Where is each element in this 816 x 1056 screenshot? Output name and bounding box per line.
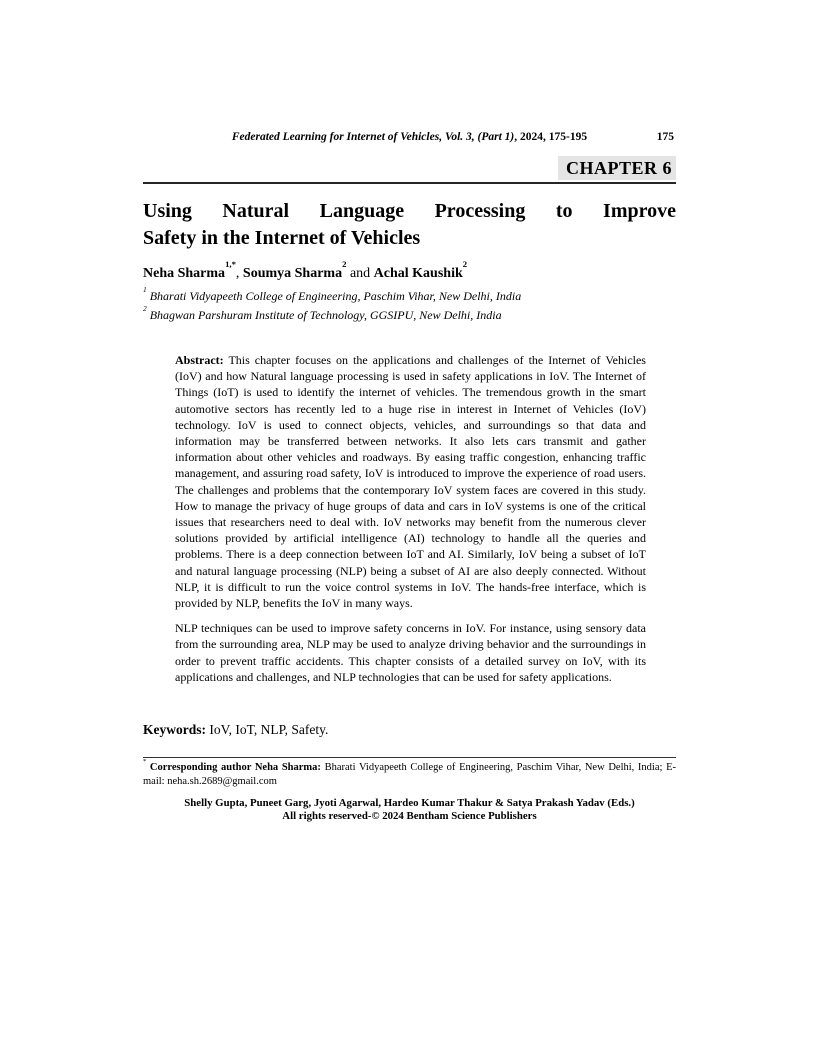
- keywords-line: [143, 721, 676, 738]
- affiliation-1-text: Bharati Vidyapeeth College of Engineering, Paschim Vihar, New Delhi, India: [149, 289, 522, 303]
- authors-line: [143, 259, 676, 283]
- abstract-label: Abstract:: [175, 353, 224, 367]
- corresponding-author-footnote: [143, 758, 676, 789]
- page-number: 175: [656, 131, 674, 143]
- affiliation-1: [143, 284, 676, 304]
- chapter-title: [143, 198, 676, 252]
- author-3: [373, 259, 468, 281]
- rights-line: All rights reserved-© 2024 Bentham Science Publishers: [282, 810, 537, 823]
- footnote-text: Bharati Vidyapeeth College of Engineering, Paschim Vihar, New Delhi, India; E-mail: neha.sh.2689@gmail.com: [143, 762, 676, 787]
- abstract-paragraph-2: [175, 620, 646, 685]
- footnote-bold-text: Corresponding author Neha Sharma:: [149, 762, 321, 774]
- affiliation-2-marker: 2: [143, 303, 147, 313]
- keywords-label: Keywords:: [143, 722, 206, 738]
- running-header-volume-info: , 2024, 175-195: [514, 131, 588, 143]
- author-1-name: Neha Sharma: [143, 266, 226, 281]
- editors-line: Shelly Gupta, Puneet Garg, Jyoti Agarwal, Hardeo Kumar Thakur & Satya Prakash Yadav (Eds.): [184, 796, 635, 809]
- abstract-section: [175, 352, 646, 685]
- author-3-name: Achal Kaushik: [373, 266, 463, 281]
- affiliation-2: [143, 303, 676, 323]
- authors-separator-2: and: [346, 266, 374, 281]
- chapter-title-line-1: Using Natural Language Processing to Improve: [143, 200, 676, 222]
- abstract-paragraph-2-text: NLP techniques can be used to improve safety concerns in IoV. For instance, using sensory data from the surrounding area, NLP may be used to analyze driving behavior and the surroundings in order to prevent traffic accidents. This chapter consists of a detailed survey on IoV, with its applications and challenges, and NLP technologies that can be used for safety applications.: [175, 621, 646, 684]
- author-3-affiliation-marker: 2: [462, 259, 468, 270]
- author-2-affiliation-marker: 2: [342, 259, 347, 270]
- running-header: [143, 130, 676, 144]
- authors-separator-1: ,: [235, 266, 243, 281]
- author-1-affiliation-marker: 1,*: [225, 259, 236, 270]
- author-2: [242, 259, 347, 281]
- footnote-rule: [143, 757, 676, 758]
- abstract-paragraph-1: [175, 352, 646, 611]
- abstract-paragraph-1-text: This chapter focuses on the applications and challenges of the Internet of Vehicles (IoV) and how Natural language processing is used in safety applications in IoV. The Internet of Things (IoT) is used to identify the internet of vehicles. The tremendous growth in the smart automotive sectors has recently led to a huge rise in interest in Internet of Vehicles (IoV) technology. IoV is used to connect objects, vehicles, and surroundings so that data and information may be transferred between networks. It also lets cars transmit and gather information about other vehicles and roadways. By easing traffic congestion, enhancing traffic management, and assuring road safety, IoV is introduced to improve the experience of road users. The challenges and problems that the contemporary IoV system faces are covered in this study. How to manage the privacy of huge groups of data and cars in IoV systems is one of the critical issues that researchers need to deal with. IoV networks may benefit from the numerous clever solutions provided by artificial intelligence (AI) technology to handle all the queries and problems. There is a deep connection between IoT and AI. Similarly, IoV being a subset of IoT and natural language processing (NLP) being a subset of AI are also deeply connected. Without NLP, it is difficult to run the voice control systems in IoV. The hands-free interface, which is provided by NLP, benefits the IoV in many ways.: [175, 353, 646, 611]
- affiliation-2-text: Bhagwan Parshuram Institute of Technology, GGSIPU, New Delhi, India: [149, 308, 502, 322]
- publisher-block: [143, 797, 676, 825]
- affiliation-1-marker: 1: [143, 284, 147, 294]
- author-1: [143, 259, 236, 281]
- keywords-text: IoV, IoT, NLP, Safety.: [209, 722, 329, 738]
- chapter-title-line-2: Safety in the Internet of Vehicles: [143, 227, 421, 249]
- page-content: [143, 0, 676, 824]
- chapter-heading: CHAPTER 6: [558, 156, 676, 180]
- header-rule: [143, 182, 676, 184]
- footnote-marker: *: [143, 758, 147, 766]
- running-header-book-title: Federated Learning for Internet of Vehicles, Vol. 3, (Part 1): [231, 131, 515, 143]
- author-2-name: Soumya Sharma: [242, 266, 343, 281]
- chapter-band: [143, 156, 676, 180]
